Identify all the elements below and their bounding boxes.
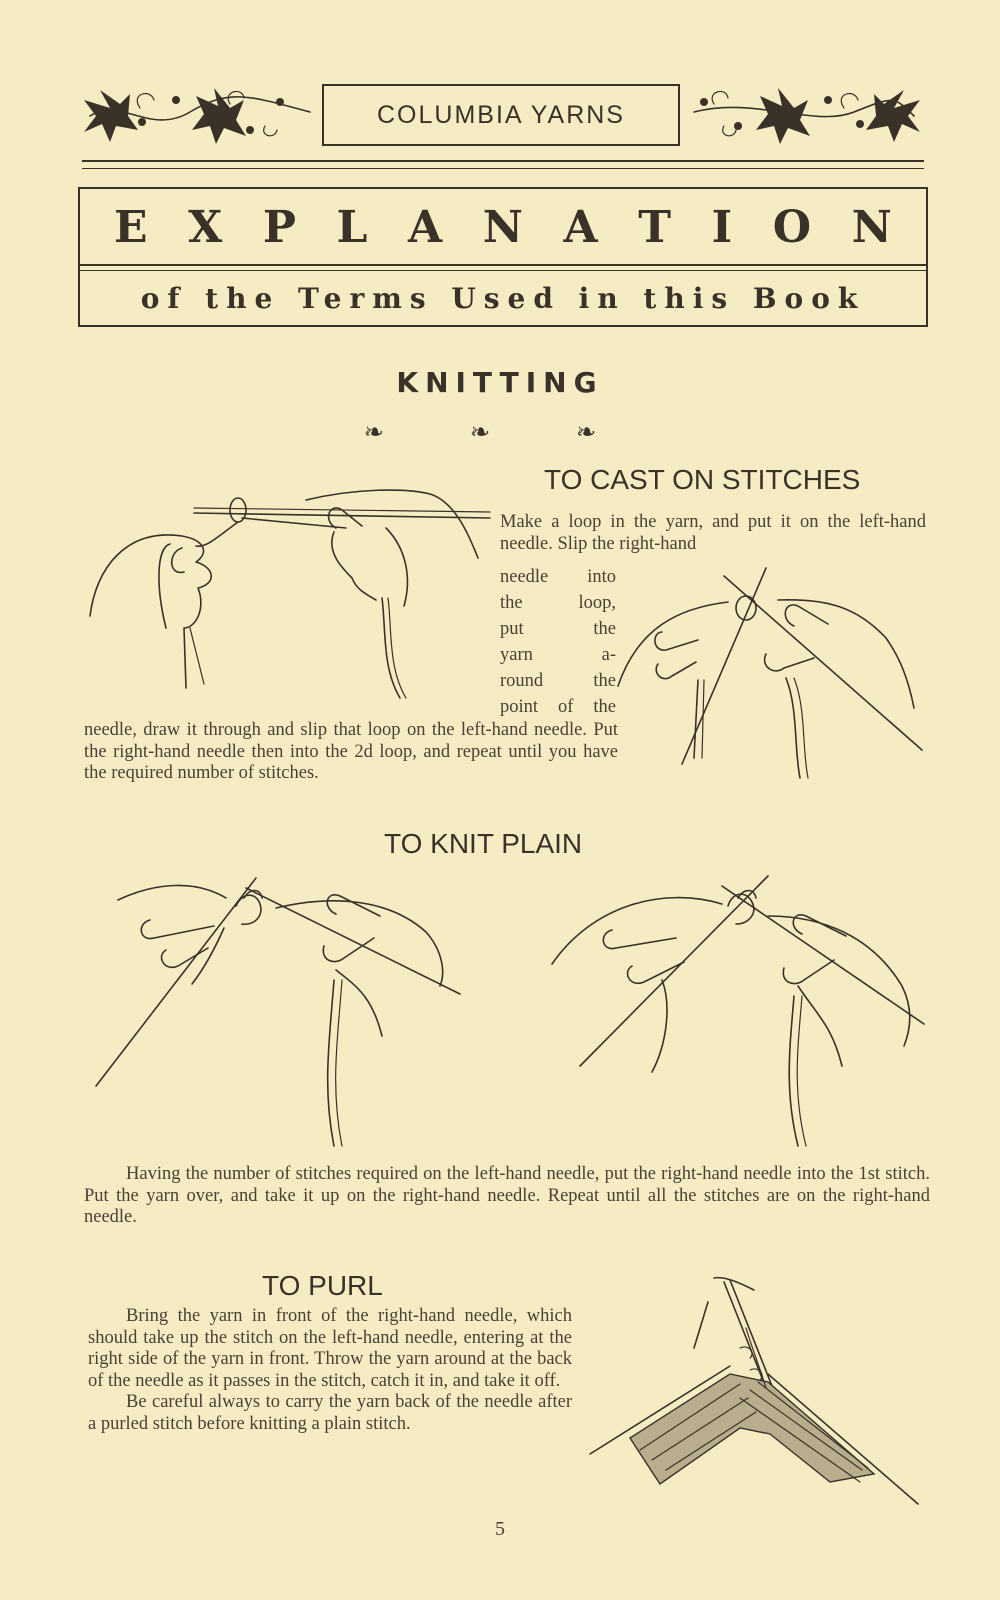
text-line: round the (500, 671, 616, 691)
title-letter: N (482, 201, 523, 253)
purl-stitch-illustration-icon (590, 1278, 920, 1508)
section-heading: KNITTING (396, 366, 604, 399)
text-line: put the (500, 619, 616, 639)
cast-on-hands-illustration-icon (86, 488, 494, 718)
page-subtitle: of the Terms Used in this Book (140, 282, 866, 315)
cast-on-text-bottom: needle, draw it through and slip that loop on the left-hand needle. Put the right-hand needle then into the 2d loop, and repeat until you have the required number of stitches. (84, 720, 618, 783)
title-letter: T (638, 201, 672, 253)
page-number: 5 (495, 1518, 505, 1540)
title-letter: N (851, 201, 892, 253)
cast-on-text-top: Make a loop in the yarn, and put it on the left-hand needle. Slip the right-hand (500, 512, 926, 554)
title-letter: O (772, 201, 812, 253)
purl-paragraph-1: Bring the yarn in front of the right-hand needle, which should take up the stitch on the left-hand needle, entering at the right side of the yarn in front. Throw the yarn around at the back of the needle as it passes in the stitch, catch it in, and take it off. (88, 1306, 572, 1391)
title-divider-2 (80, 270, 926, 271)
title-letter: A (408, 201, 443, 253)
cast-on-heading: TO CAST ON STITCHES (544, 464, 861, 495)
right-vine-ornament-icon (684, 86, 924, 148)
banner-title: COLUMBIA YARNS (377, 100, 625, 129)
knit-plain-heading: TO KNIT PLAIN (384, 828, 583, 859)
title-letter: A (563, 201, 598, 253)
page-title (80, 196, 926, 258)
text-line: the loop, (500, 593, 616, 613)
left-vine-ornament-icon (80, 86, 320, 148)
cast-on-text-narrow (500, 564, 616, 720)
title-letter: I (711, 201, 733, 253)
cast-on-second-hands-illustration-icon (618, 568, 926, 790)
header-rule-bottom (82, 168, 924, 169)
title-divider-1 (80, 264, 926, 266)
title-letter: E (114, 201, 148, 253)
knit-plain-left-illustration-icon (96, 876, 466, 1150)
text-line: needle into (500, 567, 616, 587)
title-letter: X (188, 201, 223, 253)
header-rule-top (82, 160, 924, 162)
fleuron-icon: ❧ ❧ ❧ (363, 420, 637, 446)
text-line: yarn a- (500, 645, 616, 665)
knit-plain-text: Having the number of stitches required on the left-hand needle, put the right-hand needle into the 1st stitch. Put the yarn over, and take it up on the right-hand needle. Repeat until all the stitches are on the right-hand needle. (84, 1164, 930, 1227)
purl-text (88, 1306, 572, 1435)
title-letter: L (336, 201, 368, 253)
purl-paragraph-2: Be careful always to carry the yarn back of the needle after a purled stitch before knitting a plain stitch. (88, 1392, 572, 1434)
banner-box (322, 84, 680, 146)
text-line: point of the (500, 697, 616, 717)
title-letter: P (262, 201, 296, 253)
purl-heading: TO PURL (262, 1270, 383, 1301)
knit-plain-right-illustration-icon (552, 876, 928, 1150)
